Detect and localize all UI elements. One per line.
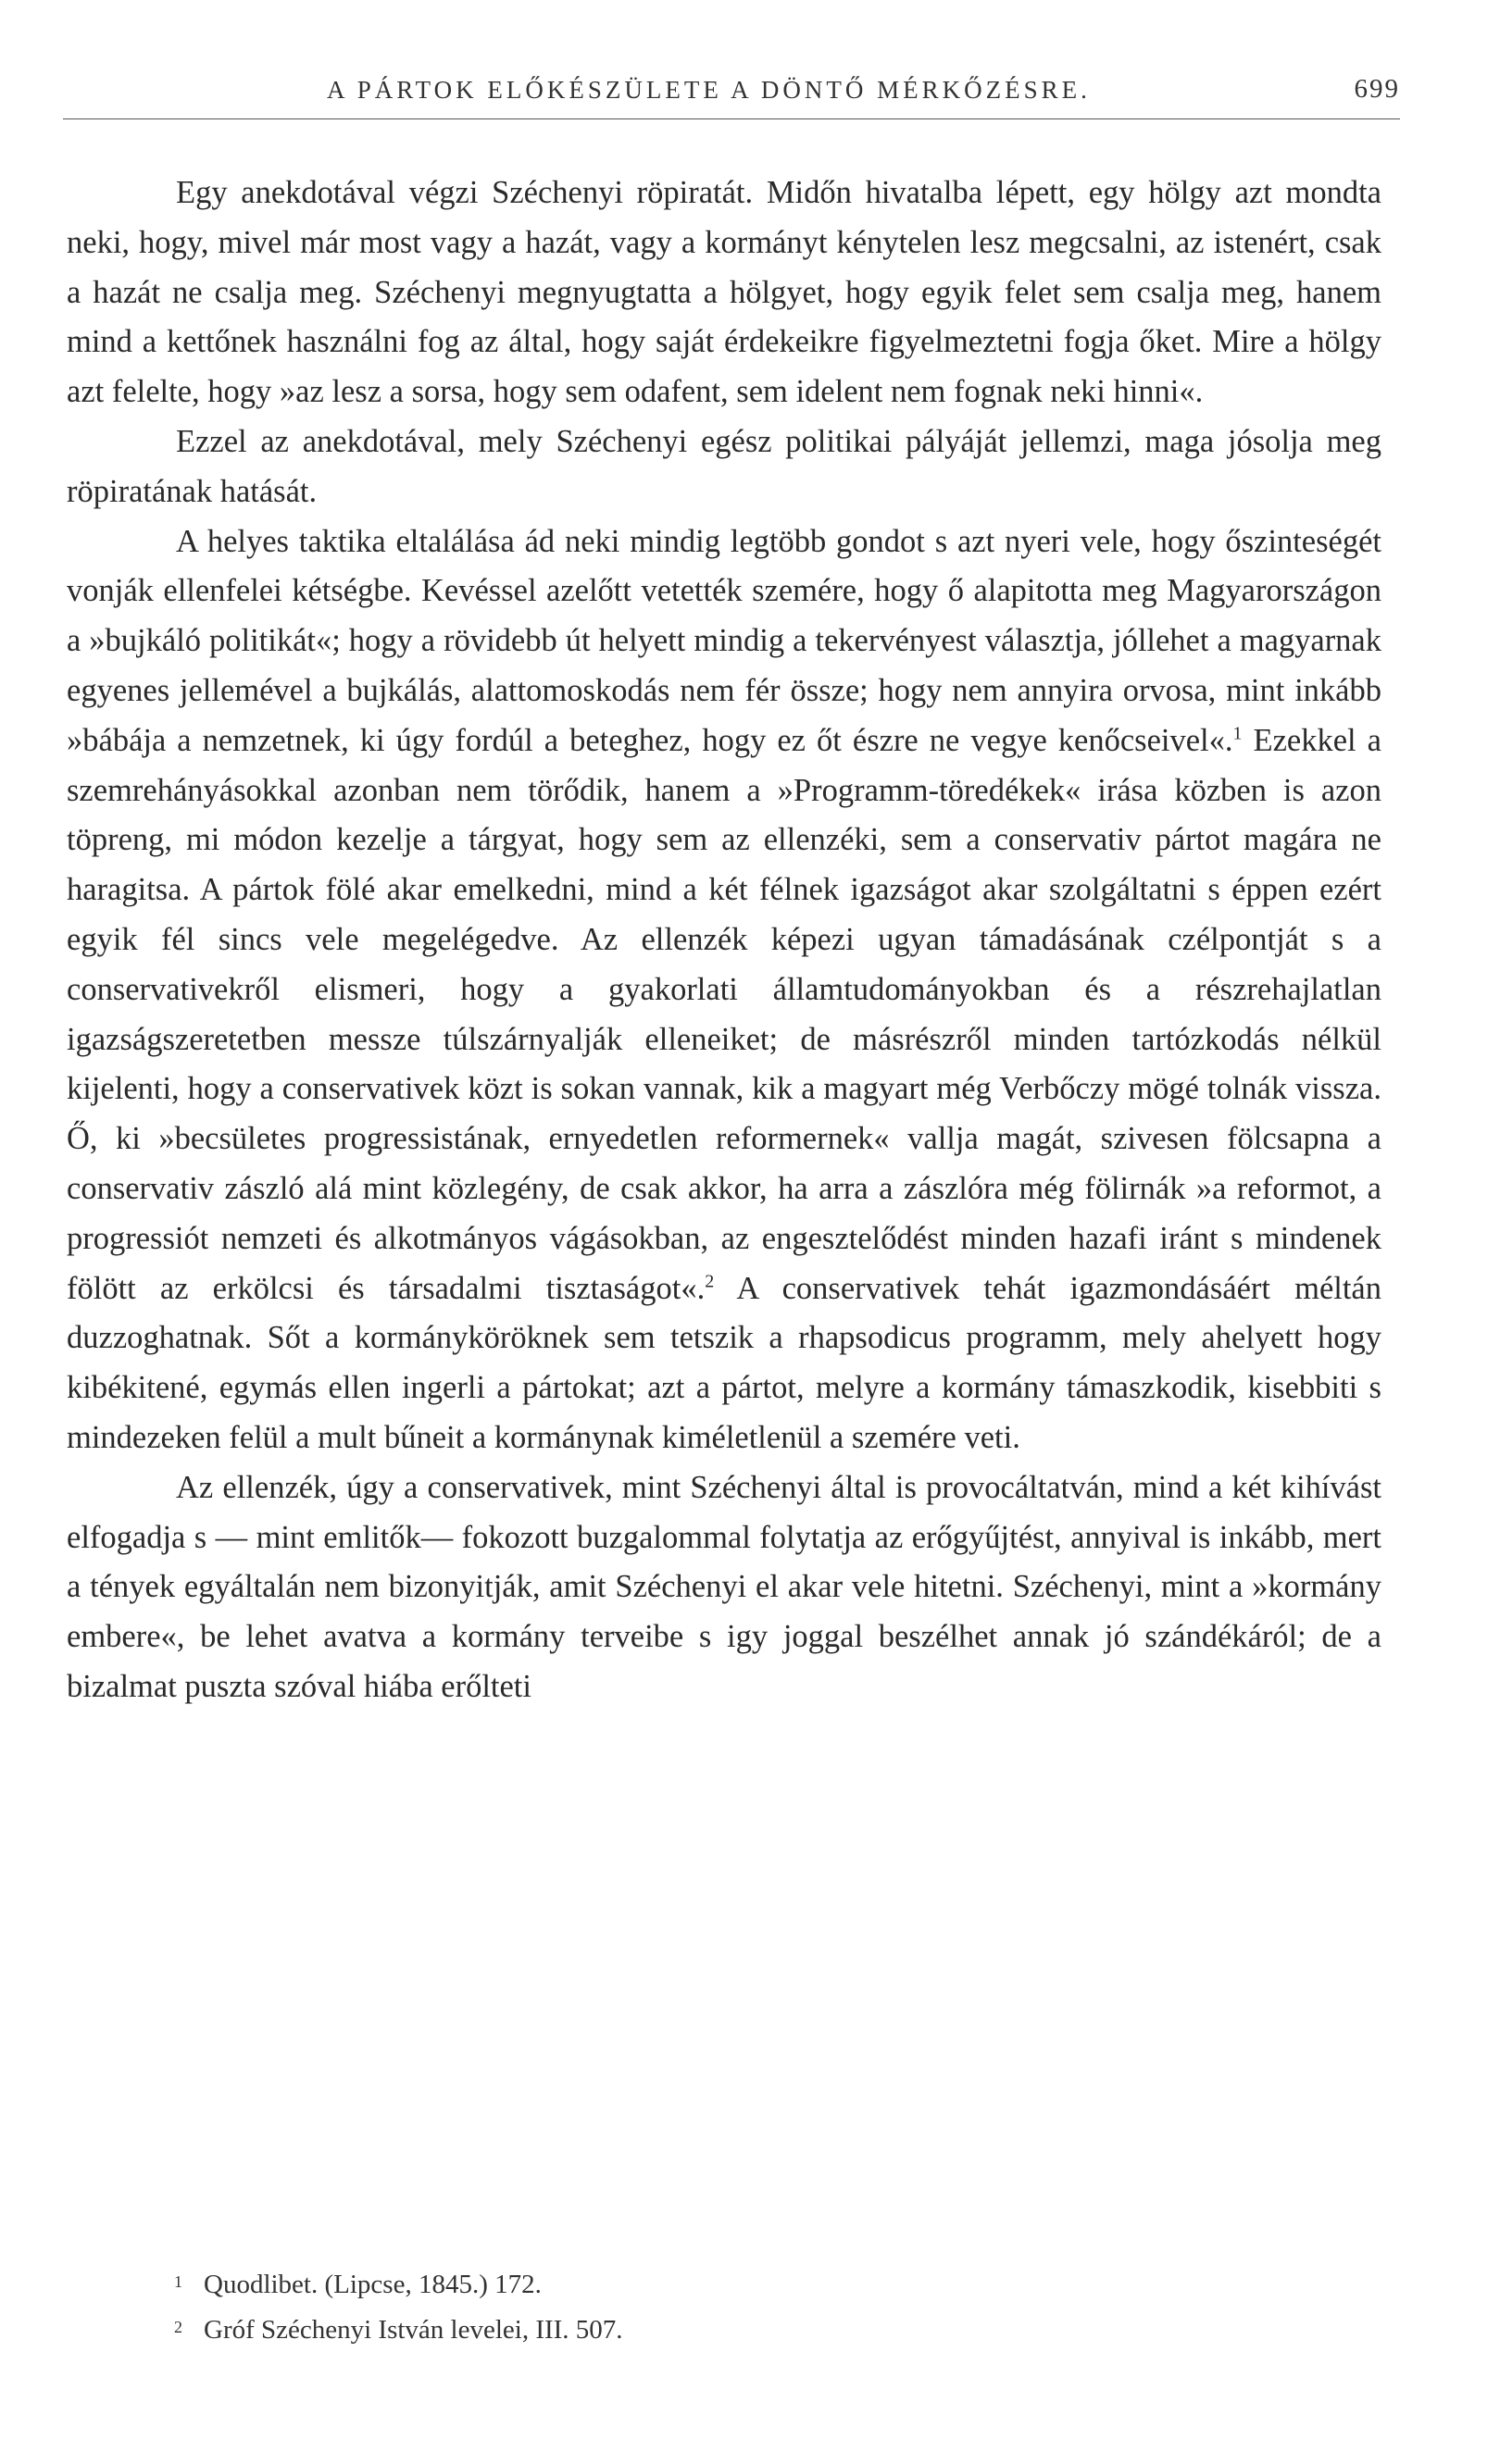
footnote [174, 2306, 623, 2351]
paragraph-text: Ezzel az anekdotával, mely Széchenyi egész politikai pályáját jellemzi, maga jósolja meg röpiratának hatását. [67, 423, 1381, 509]
paragraph [67, 168, 1381, 417]
running-title: A PÁRTOK ELŐKÉSZÜLETE A DÖNTŐ MÉRKŐZÉSRE. [327, 76, 1091, 104]
paragraph [67, 417, 1381, 517]
footnote [174, 2260, 623, 2306]
footnote-text: Quodlibet. (Lipcse, 1845.) 172. [204, 2270, 542, 2299]
page-number: 699 [1354, 74, 1400, 104]
footnotes [174, 2260, 623, 2351]
paragraph [67, 517, 1381, 1463]
paragraph-text: A conservativek tehát igazmondásáért méltán duzzoghatnak. Sőt a kormányköröknek sem tetszik a rhapsodicus programm, mely ahelyett hogy kibékitené, egymás ellen ingerli a pártokat; azt a pártot, melyre a kormány támaszkodik, kisebbiti s mindezeken felül a mult bűneit a kormánynak kiméletlenül a szemére veti. [67, 1270, 1381, 1455]
footnote-mark: 2 [174, 2318, 182, 2336]
body-text [67, 168, 1381, 1712]
paragraph-text: Egy anekdotával végzi Széchenyi röpiratát. Midőn hivatalba lépett, egy hölgy azt mondta neki, hogy, mivel már most vagy a hazát, vagy a kormányt kénytelen lesz megcsalni, az istenért, csak a hazát ne csalja meg. Széchenyi megnyugtatta a hölgyet, hogy egyik felet sem csalja meg, hanem mind a kettőnek használni fog az által, hogy saját érdekeikre figyelmeztetni fogja őket. Mire a hölgy azt felelte, hogy »az lesz a sorsa, hogy sem odafent, sem idelent nem fognak neki hinni«. [67, 175, 1381, 410]
footnote-text: Gróf Széchenyi István levelei, III. 507. [204, 2315, 623, 2345]
paragraph-text: Az ellenzék, úgy a conservativek, mint Széchenyi által is provocáltatván, mind a két kihívást elfogadja s — mint emlitők— fokozott buzgalommal folytatja az erőgyűjtést, annyival is inkább, mert a tények egyáltalán nem bizonyitják, amit Széchenyi el akar vele hitetni. Széchenyi, mint a »kormány embere«, be lehet avatva a kormány terveibe s igy joggal beszélhet annak jó szándékáról; de a bizalmat puszta szóval hiába erőlteti [67, 1469, 1381, 1704]
paragraph-text: Ezekkel a szemrehányásokkal azonban nem törődik, hanem a »Programm-töredékek« irása közben is azon töpreng, mi módon kezelje a tárgyat, hogy sem az ellenzéki, sem a conservativ pártot magára ne haragitsa. A pártok fölé akar emelkedni, mind a két félnek igazságot akar szolgáltatni s éppen ezért egyik fél sincs vele megelégedve. Az ellenzék képezi ugyan támadásának czélpontját s a conservativekről elismeri, hogy a gyakorlati államtudományokban és a részrehajlatlan igazságszeretetben messze túlszárnyalják elleneiket; de másrészről minden tartózkodás nélkül kijelenti, hogy a conservativek közt is sokan vannak, kik a magyart még Verbőczy mögé tolnák vissza. Ő, ki »becsületes progressistának, ernyedetlen reformernek« vallja magát, szivesen fölcsapna a conservativ zászló alá mint közlegény, de csak akkor, ha arra a zászlóra még fölirnák »a reformot, a progressiót nemzeti és alkotmányos vágásokban, az engesztelődést minden hazafi iránt s mindenek fölött az erkölcsi és társadalmi tisztaságot«. [67, 722, 1381, 1306]
footnote-mark: 1 [174, 2272, 182, 2291]
paragraph [67, 1463, 1381, 1712]
paragraph-text: A helyes taktika eltalálása ád neki mindig legtöbb gondot s azt nyeri vele, hogy őszinteségét vonják ellenfelei kétségbe. Kevéssel azelőtt vetették szemére, hogy ő alapitotta meg Magyarországon a »bujkáló politikát«; hogy a rövidebb út helyett mindig a tekervényest választja, jóllehet a magyarnak egyenes jellemével a bujkálás, alattomoskodás nem fér össze; hogy nem annyira orvosa, mint inkább »bábája a nemzetnek, ki úgy fordúl a beteghez, hogy ez őt észre ne vegye kenőcseivel«. [67, 523, 1381, 758]
running-head [63, 72, 1400, 119]
footnote-reference: 2 [705, 1271, 715, 1292]
footnote-reference: 1 [1232, 723, 1243, 744]
